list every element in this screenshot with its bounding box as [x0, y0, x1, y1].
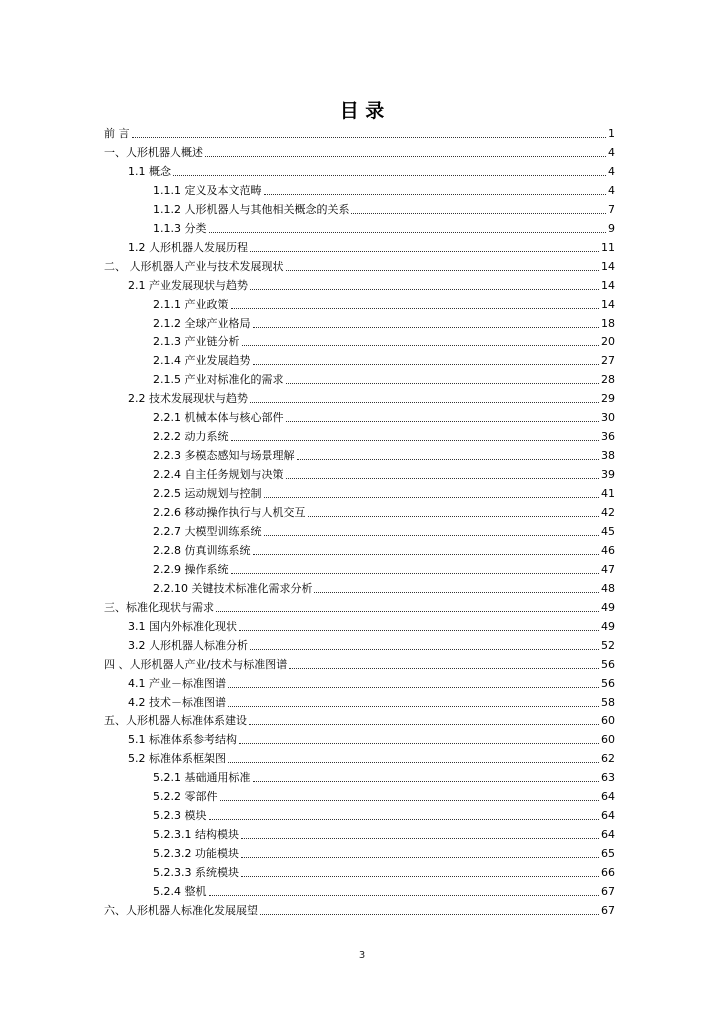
toc-dot-leader — [250, 649, 599, 650]
toc-entry-label: 4.2 技术－标准图谱 — [128, 695, 226, 709]
toc-entry[interactable] — [0, 315, 724, 333]
toc-dot-leader — [264, 535, 599, 536]
toc-entry-label: 5.2.1 基础通用标准 — [153, 771, 251, 785]
toc-entry-label: 2.1.4 产业发展趋势 — [153, 354, 251, 368]
toc-entry-label: 5.2.4 整机 — [153, 885, 207, 898]
toc-entry-page: 60 — [601, 714, 615, 728]
toc-dot-leader — [205, 156, 606, 157]
toc-entry-page: 4 — [608, 164, 615, 178]
toc-dot-leader — [264, 497, 599, 498]
toc-entry-page: 62 — [601, 752, 615, 766]
toc-entry[interactable] — [0, 182, 724, 200]
toc-entry-page: 49 — [601, 600, 615, 614]
toc-dot-leader — [286, 383, 599, 384]
toc-entry-page: 27 — [601, 354, 615, 368]
toc-entry-label: 前 言 — [104, 127, 130, 140]
toc-dot-leader — [209, 819, 599, 820]
toc-entry[interactable] — [0, 826, 724, 844]
toc-entry[interactable] — [0, 239, 724, 257]
toc-dot-leader — [253, 781, 599, 782]
toc-entry-page: 29 — [601, 392, 615, 406]
toc-entry-label: 五、人形机器人标准体系建设 — [104, 714, 247, 728]
toc-entry-page: 14 — [601, 278, 615, 292]
toc-entry-label: 1.1.1 定义及本文范畴 — [153, 183, 262, 197]
toc-entry-label: 一、人形机器人概述 — [104, 145, 203, 159]
toc-dot-leader — [250, 402, 599, 403]
toc-dot-leader — [228, 706, 599, 707]
toc-dot-leader — [308, 516, 599, 517]
toc-entry-label: 1.2 人形机器人发展历程 — [128, 240, 248, 254]
toc-entry[interactable] — [0, 656, 724, 674]
toc-dot-leader — [241, 876, 599, 877]
toc-entry-label: 2.2.6 移动操作执行与人机交互 — [153, 506, 306, 519]
toc-dot-leader — [253, 364, 599, 365]
toc-entry[interactable] — [0, 769, 724, 787]
toc-entry[interactable] — [0, 750, 724, 768]
toc-entry-label: 2.1.3 产业链分析 — [153, 335, 240, 349]
toc-entry-page: 58 — [601, 695, 615, 709]
toc-entry-page: 67 — [601, 885, 615, 898]
toc-entry-page: 18 — [601, 316, 615, 330]
toc-entry-label: 2.2.3 多模态感知与场景理解 — [153, 449, 295, 463]
toc-entry-label: 2.1.5 产业对标准化的需求 — [153, 373, 284, 387]
toc-entry[interactable] — [0, 409, 724, 427]
toc-entry-page: 46 — [601, 543, 615, 557]
toc-entry-label: 5.2.3 模块 — [153, 809, 207, 823]
toc-entry[interactable] — [0, 694, 724, 712]
toc-entry-label: 5.2.2 零部件 — [153, 790, 218, 804]
toc-dot-leader — [242, 345, 599, 346]
toc-entry[interactable] — [0, 277, 724, 295]
toc-entry[interactable] — [0, 144, 724, 162]
toc-entry-page: 47 — [601, 562, 615, 576]
toc-entry-page: 66 — [601, 866, 615, 880]
toc-entry-label: 2.2.9 操作系统 — [153, 562, 229, 576]
toc-dot-leader — [209, 232, 606, 233]
toc-entry-label: 2.1 产业发展现状与趋势 — [128, 278, 248, 292]
toc-entry-label: 二、 人形机器人产业与技术发展现状 — [104, 259, 284, 273]
toc-entry-label: 1.1.2 人形机器人与其他相关概念的关系 — [153, 202, 350, 216]
toc-dot-leader — [253, 327, 599, 328]
toc-entry[interactable] — [0, 845, 724, 863]
toc-entry-label: 5.1 标准体系参考结构 — [128, 733, 237, 747]
toc-entry-page: 45 — [601, 524, 615, 538]
toc-dot-leader — [253, 554, 599, 555]
toc-entry-page: 14 — [601, 259, 615, 273]
toc-entry-label: 四 、人形机器人产业/技术与标准图谱 — [104, 657, 288, 671]
toc-entry-page: 63 — [601, 771, 615, 785]
toc-entry[interactable] — [0, 390, 724, 408]
toc-entry-page: 42 — [601, 506, 615, 519]
toc-entry-label: 1.1.3 分类 — [153, 221, 207, 235]
toc-dot-leader — [250, 289, 599, 290]
toc-dot-leader — [239, 743, 599, 744]
toc-entry-label: 2.2.1 机械本体与核心部件 — [153, 411, 284, 425]
toc-dot-leader — [216, 611, 599, 612]
toc-entry[interactable] — [0, 902, 724, 920]
toc-dot-leader — [260, 914, 599, 915]
toc-entry-label: 1.1 概念 — [128, 164, 171, 178]
toc-entry[interactable] — [0, 504, 724, 522]
toc-entry[interactable] — [0, 201, 724, 219]
toc-entry-page: 4 — [608, 183, 615, 197]
toc-dot-leader — [231, 573, 599, 574]
toc-entry-label: 3.1 国内外标准化现状 — [128, 619, 237, 633]
page-number: 3 — [358, 950, 366, 961]
toc-entry[interactable] — [0, 599, 724, 617]
toc-entry-page: 36 — [601, 430, 615, 444]
toc-dot-leader — [231, 308, 599, 309]
toc-dot-leader — [220, 800, 599, 801]
toc-entry[interactable] — [0, 466, 724, 484]
toc-entry-page: 11 — [601, 240, 615, 254]
toc-entry[interactable] — [0, 220, 724, 238]
toc-dot-leader — [231, 440, 599, 441]
toc-dot-leader — [228, 687, 599, 688]
toc-dot-leader — [239, 630, 599, 631]
toc-entry-page: 14 — [601, 297, 615, 311]
toc-entry[interactable] — [0, 731, 724, 749]
toc-entry-label: 2.2.4 自主任务规划与决策 — [153, 468, 284, 482]
toc-entry-label: 2.2.7 大模型训练系统 — [153, 524, 262, 538]
toc-entry-label: 三、标准化现状与需求 — [104, 600, 214, 614]
toc-entry[interactable] — [0, 163, 724, 181]
toc-entry-label: 5.2.3.3 系统模块 — [153, 866, 239, 880]
toc-dot-leader — [241, 857, 599, 858]
toc-entry[interactable] — [0, 523, 724, 541]
toc-entry-page: 64 — [601, 828, 615, 842]
toc-entry-label: 3.2 人形机器人标准分析 — [128, 638, 248, 652]
toc-entry-page: 67 — [601, 903, 615, 917]
toc-dot-leader — [289, 668, 599, 669]
toc-entry-label: 4.1 产业－标准图谱 — [128, 676, 226, 690]
toc-entry-page: 1 — [608, 127, 615, 140]
toc-entry-label: 2.2 技术发展现状与趋势 — [128, 392, 248, 406]
toc-entry[interactable] — [0, 788, 724, 806]
toc-entry[interactable] — [0, 864, 724, 882]
toc-entry[interactable] — [0, 542, 724, 560]
toc-dot-leader — [286, 270, 599, 271]
toc-dot-leader — [314, 592, 599, 593]
toc-entry-page: 9 — [608, 221, 615, 235]
toc-entry-label: 2.1.2 全球产业格局 — [153, 316, 251, 330]
toc-dot-leader — [286, 478, 599, 479]
toc-entry-page: 28 — [601, 373, 615, 387]
toc-entry[interactable] — [0, 296, 724, 314]
toc-entry-label: 2.2.10 关键技术标准化需求分析 — [153, 581, 313, 595]
toc-entry-label: 5.2 标准体系框架图 — [128, 752, 226, 766]
toc-dot-leader — [250, 251, 599, 252]
toc-entry-page: 48 — [601, 581, 615, 595]
toc-entry-page: 60 — [601, 733, 615, 747]
toc-dot-leader — [297, 459, 599, 460]
toc-entry-page: 39 — [601, 468, 615, 482]
toc-entry-label: 2.2.5 运动规划与控制 — [153, 487, 262, 501]
toc-entry[interactable] — [0, 371, 724, 389]
toc-entry-page: 30 — [601, 411, 615, 425]
toc-entry-page: 41 — [601, 487, 615, 501]
toc-entry-page: 52 — [601, 638, 615, 652]
toc-entry-label: 六、人形机器人标准化发展展望 — [104, 903, 258, 917]
toc-entry[interactable] — [0, 712, 724, 730]
toc-entry[interactable] — [0, 447, 724, 465]
toc-entry-page: 56 — [601, 657, 615, 671]
toc-entry-label: 2.2.2 动力系统 — [153, 430, 229, 444]
toc-entry[interactable] — [0, 580, 724, 598]
toc-dot-leader — [241, 838, 599, 839]
toc-dot-leader — [286, 421, 599, 422]
toc-dot-leader — [228, 762, 599, 763]
toc-dot-leader — [132, 137, 606, 138]
toc-entry[interactable] — [0, 485, 724, 503]
toc-entry-page: 64 — [601, 790, 615, 804]
toc-entry[interactable] — [0, 333, 724, 351]
toc-dot-leader — [209, 895, 599, 896]
toc-entry-page: 4 — [608, 145, 615, 159]
toc-entry[interactable] — [0, 618, 724, 636]
toc-entry-page: 20 — [601, 335, 615, 349]
toc-entry[interactable] — [0, 125, 724, 143]
toc-entry-page: 65 — [601, 847, 615, 861]
toc-entry-page: 64 — [601, 809, 615, 823]
toc-entry[interactable] — [0, 637, 724, 655]
toc-entry-label: 2.2.8 仿真训练系统 — [153, 543, 251, 557]
toc-title: 目 录 — [339, 100, 385, 122]
toc-entry[interactable] — [0, 428, 724, 446]
toc-entry-page: 56 — [601, 676, 615, 690]
toc-entry[interactable] — [0, 561, 724, 579]
toc-dot-leader — [264, 194, 606, 195]
toc-dot-leader — [173, 175, 606, 176]
toc-entry[interactable] — [0, 807, 724, 825]
toc-entry[interactable] — [0, 883, 724, 901]
toc-entry-page: 49 — [601, 619, 615, 633]
toc-dot-leader — [351, 213, 606, 214]
toc-entry[interactable] — [0, 258, 724, 276]
toc-dot-leader — [249, 724, 599, 725]
toc-entry-label: 5.2.3.1 结构模块 — [153, 828, 239, 842]
toc-entry[interactable] — [0, 352, 724, 370]
toc-entry[interactable] — [0, 675, 724, 693]
toc-entry-label: 5.2.3.2 功能模块 — [153, 847, 239, 861]
toc-entry-page: 7 — [608, 202, 615, 216]
toc-entry-page: 38 — [601, 449, 615, 463]
toc-entry-label: 2.1.1 产业政策 — [153, 297, 229, 311]
